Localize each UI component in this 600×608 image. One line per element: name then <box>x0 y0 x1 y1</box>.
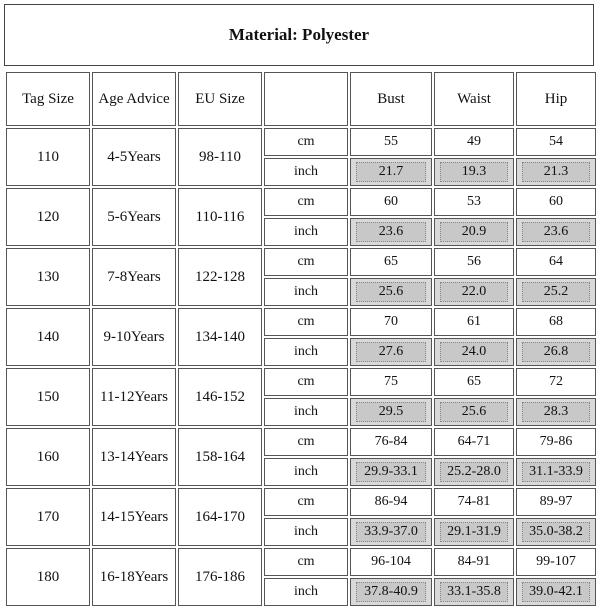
hip-inch-value: 26.8 <box>522 342 591 362</box>
table-row <box>6 428 596 456</box>
header-bust: Bust <box>350 72 432 126</box>
age-advice-cell: 13-14Years <box>92 428 176 486</box>
header-tag-size: Tag Size <box>6 72 90 126</box>
hip-inch-value: 35.0-38.2 <box>522 522 591 542</box>
unit-inch-cell: inch <box>264 458 348 486</box>
header-age-advice: Age Advice <box>92 72 176 126</box>
hip-inch-cell <box>516 338 596 366</box>
bust-inch-cell <box>350 338 432 366</box>
age-advice-cell: 9-10Years <box>92 308 176 366</box>
age-advice-cell: 11-12Years <box>92 368 176 426</box>
bust-cm-cell: 55 <box>350 128 432 156</box>
unit-cm-cell: cm <box>264 548 348 576</box>
size-table <box>4 70 598 608</box>
bust-inch-cell <box>350 158 432 186</box>
tag-size-cell: 140 <box>6 308 90 366</box>
bust-inch-value: 29.5 <box>356 402 426 422</box>
unit-inch-cell: inch <box>264 398 348 426</box>
header-row <box>6 72 596 126</box>
waist-cm-cell: 74-81 <box>434 488 514 516</box>
header-eu-size: EU Size <box>178 72 262 126</box>
waist-cm-cell: 53 <box>434 188 514 216</box>
bust-inch-value: 21.7 <box>356 162 426 182</box>
tag-size-cell: 180 <box>6 548 90 606</box>
bust-cm-cell: 75 <box>350 368 432 396</box>
waist-cm-cell: 65 <box>434 368 514 396</box>
waist-inch-cell <box>434 398 514 426</box>
hip-cm-cell: 68 <box>516 308 596 336</box>
bust-inch-cell <box>350 518 432 546</box>
eu-size-cell: 146-152 <box>178 368 262 426</box>
table-row <box>6 308 596 336</box>
waist-inch-cell <box>434 518 514 546</box>
hip-inch-value: 23.6 <box>522 222 591 242</box>
bust-inch-cell <box>350 218 432 246</box>
unit-cm-cell: cm <box>264 488 348 516</box>
unit-cm-cell: cm <box>264 308 348 336</box>
hip-inch-cell <box>516 218 596 246</box>
tag-size-cell: 160 <box>6 428 90 486</box>
waist-inch-value: 33.1-35.8 <box>440 582 509 602</box>
material-title: Material: Polyester <box>4 4 594 66</box>
unit-cm-cell: cm <box>264 188 348 216</box>
bust-inch-value: 27.6 <box>356 342 426 362</box>
bust-inch-cell <box>350 398 432 426</box>
waist-inch-cell <box>434 218 514 246</box>
hip-cm-cell: 54 <box>516 128 596 156</box>
header-waist: Waist <box>434 72 514 126</box>
waist-inch-cell <box>434 578 514 606</box>
hip-cm-cell: 64 <box>516 248 596 276</box>
tag-size-cell: 150 <box>6 368 90 426</box>
bust-cm-cell: 60 <box>350 188 432 216</box>
bust-inch-value: 25.6 <box>356 282 426 302</box>
table-row <box>6 248 596 276</box>
age-advice-cell: 4-5Years <box>92 128 176 186</box>
waist-cm-cell: 84-91 <box>434 548 514 576</box>
unit-inch-cell: inch <box>264 518 348 546</box>
eu-size-cell: 98-110 <box>178 128 262 186</box>
unit-inch-cell: inch <box>264 158 348 186</box>
unit-cm-cell: cm <box>264 428 348 456</box>
table-row <box>6 128 596 156</box>
waist-inch-value: 22.0 <box>440 282 509 302</box>
waist-inch-value: 24.0 <box>440 342 509 362</box>
tag-size-cell: 120 <box>6 188 90 246</box>
waist-inch-value: 20.9 <box>440 222 509 242</box>
hip-cm-cell: 79-86 <box>516 428 596 456</box>
hip-cm-cell: 89-97 <box>516 488 596 516</box>
waist-inch-cell <box>434 458 514 486</box>
hip-cm-cell: 60 <box>516 188 596 216</box>
eu-size-cell: 122-128 <box>178 248 262 306</box>
age-advice-cell: 7-8Years <box>92 248 176 306</box>
waist-inch-value: 25.6 <box>440 402 509 422</box>
bust-inch-value: 33.9-37.0 <box>356 522 426 542</box>
waist-cm-cell: 64-71 <box>434 428 514 456</box>
unit-inch-cell: inch <box>264 578 348 606</box>
waist-inch-value: 25.2-28.0 <box>440 462 509 482</box>
bust-inch-value: 29.9-33.1 <box>356 462 426 482</box>
hip-inch-value: 28.3 <box>522 402 591 422</box>
hip-inch-cell <box>516 578 596 606</box>
unit-inch-cell: inch <box>264 278 348 306</box>
bust-inch-cell <box>350 278 432 306</box>
unit-cm-cell: cm <box>264 128 348 156</box>
hip-inch-cell <box>516 458 596 486</box>
eu-size-cell: 110-116 <box>178 188 262 246</box>
eu-size-cell: 158-164 <box>178 428 262 486</box>
bust-cm-cell: 86-94 <box>350 488 432 516</box>
header-unit <box>264 72 348 126</box>
waist-cm-cell: 56 <box>434 248 514 276</box>
hip-inch-value: 31.1-33.9 <box>522 462 591 482</box>
size-chart <box>4 4 596 599</box>
tag-size-cell: 130 <box>6 248 90 306</box>
header-hip: Hip <box>516 72 596 126</box>
hip-inch-cell <box>516 158 596 186</box>
hip-inch-value: 39.0-42.1 <box>522 582 591 602</box>
unit-inch-cell: inch <box>264 218 348 246</box>
waist-inch-cell <box>434 158 514 186</box>
hip-cm-cell: 72 <box>516 368 596 396</box>
bust-inch-cell <box>350 578 432 606</box>
unit-inch-cell: inch <box>264 338 348 366</box>
waist-inch-cell <box>434 338 514 366</box>
waist-cm-cell: 49 <box>434 128 514 156</box>
table-row <box>6 368 596 396</box>
unit-cm-cell: cm <box>264 248 348 276</box>
bust-cm-cell: 96-104 <box>350 548 432 576</box>
bust-cm-cell: 70 <box>350 308 432 336</box>
table-row <box>6 188 596 216</box>
bust-cm-cell: 76-84 <box>350 428 432 456</box>
waist-inch-value: 29.1-31.9 <box>440 522 509 542</box>
hip-cm-cell: 99-107 <box>516 548 596 576</box>
tag-size-cell: 110 <box>6 128 90 186</box>
bust-inch-value: 37.8-40.9 <box>356 582 426 602</box>
table-row <box>6 548 596 576</box>
unit-cm-cell: cm <box>264 368 348 396</box>
hip-inch-value: 21.3 <box>522 162 591 182</box>
eu-size-cell: 164-170 <box>178 488 262 546</box>
tag-size-cell: 170 <box>6 488 90 546</box>
table-row <box>6 488 596 516</box>
bust-cm-cell: 65 <box>350 248 432 276</box>
hip-inch-cell <box>516 398 596 426</box>
waist-cm-cell: 61 <box>434 308 514 336</box>
bust-inch-cell <box>350 458 432 486</box>
hip-inch-cell <box>516 278 596 306</box>
hip-inch-value: 25.2 <box>522 282 591 302</box>
waist-inch-cell <box>434 278 514 306</box>
hip-inch-cell <box>516 518 596 546</box>
waist-inch-value: 19.3 <box>440 162 509 182</box>
age-advice-cell: 16-18Years <box>92 548 176 606</box>
age-advice-cell: 5-6Years <box>92 188 176 246</box>
eu-size-cell: 134-140 <box>178 308 262 366</box>
bust-inch-value: 23.6 <box>356 222 426 242</box>
age-advice-cell: 14-15Years <box>92 488 176 546</box>
eu-size-cell: 176-186 <box>178 548 262 606</box>
